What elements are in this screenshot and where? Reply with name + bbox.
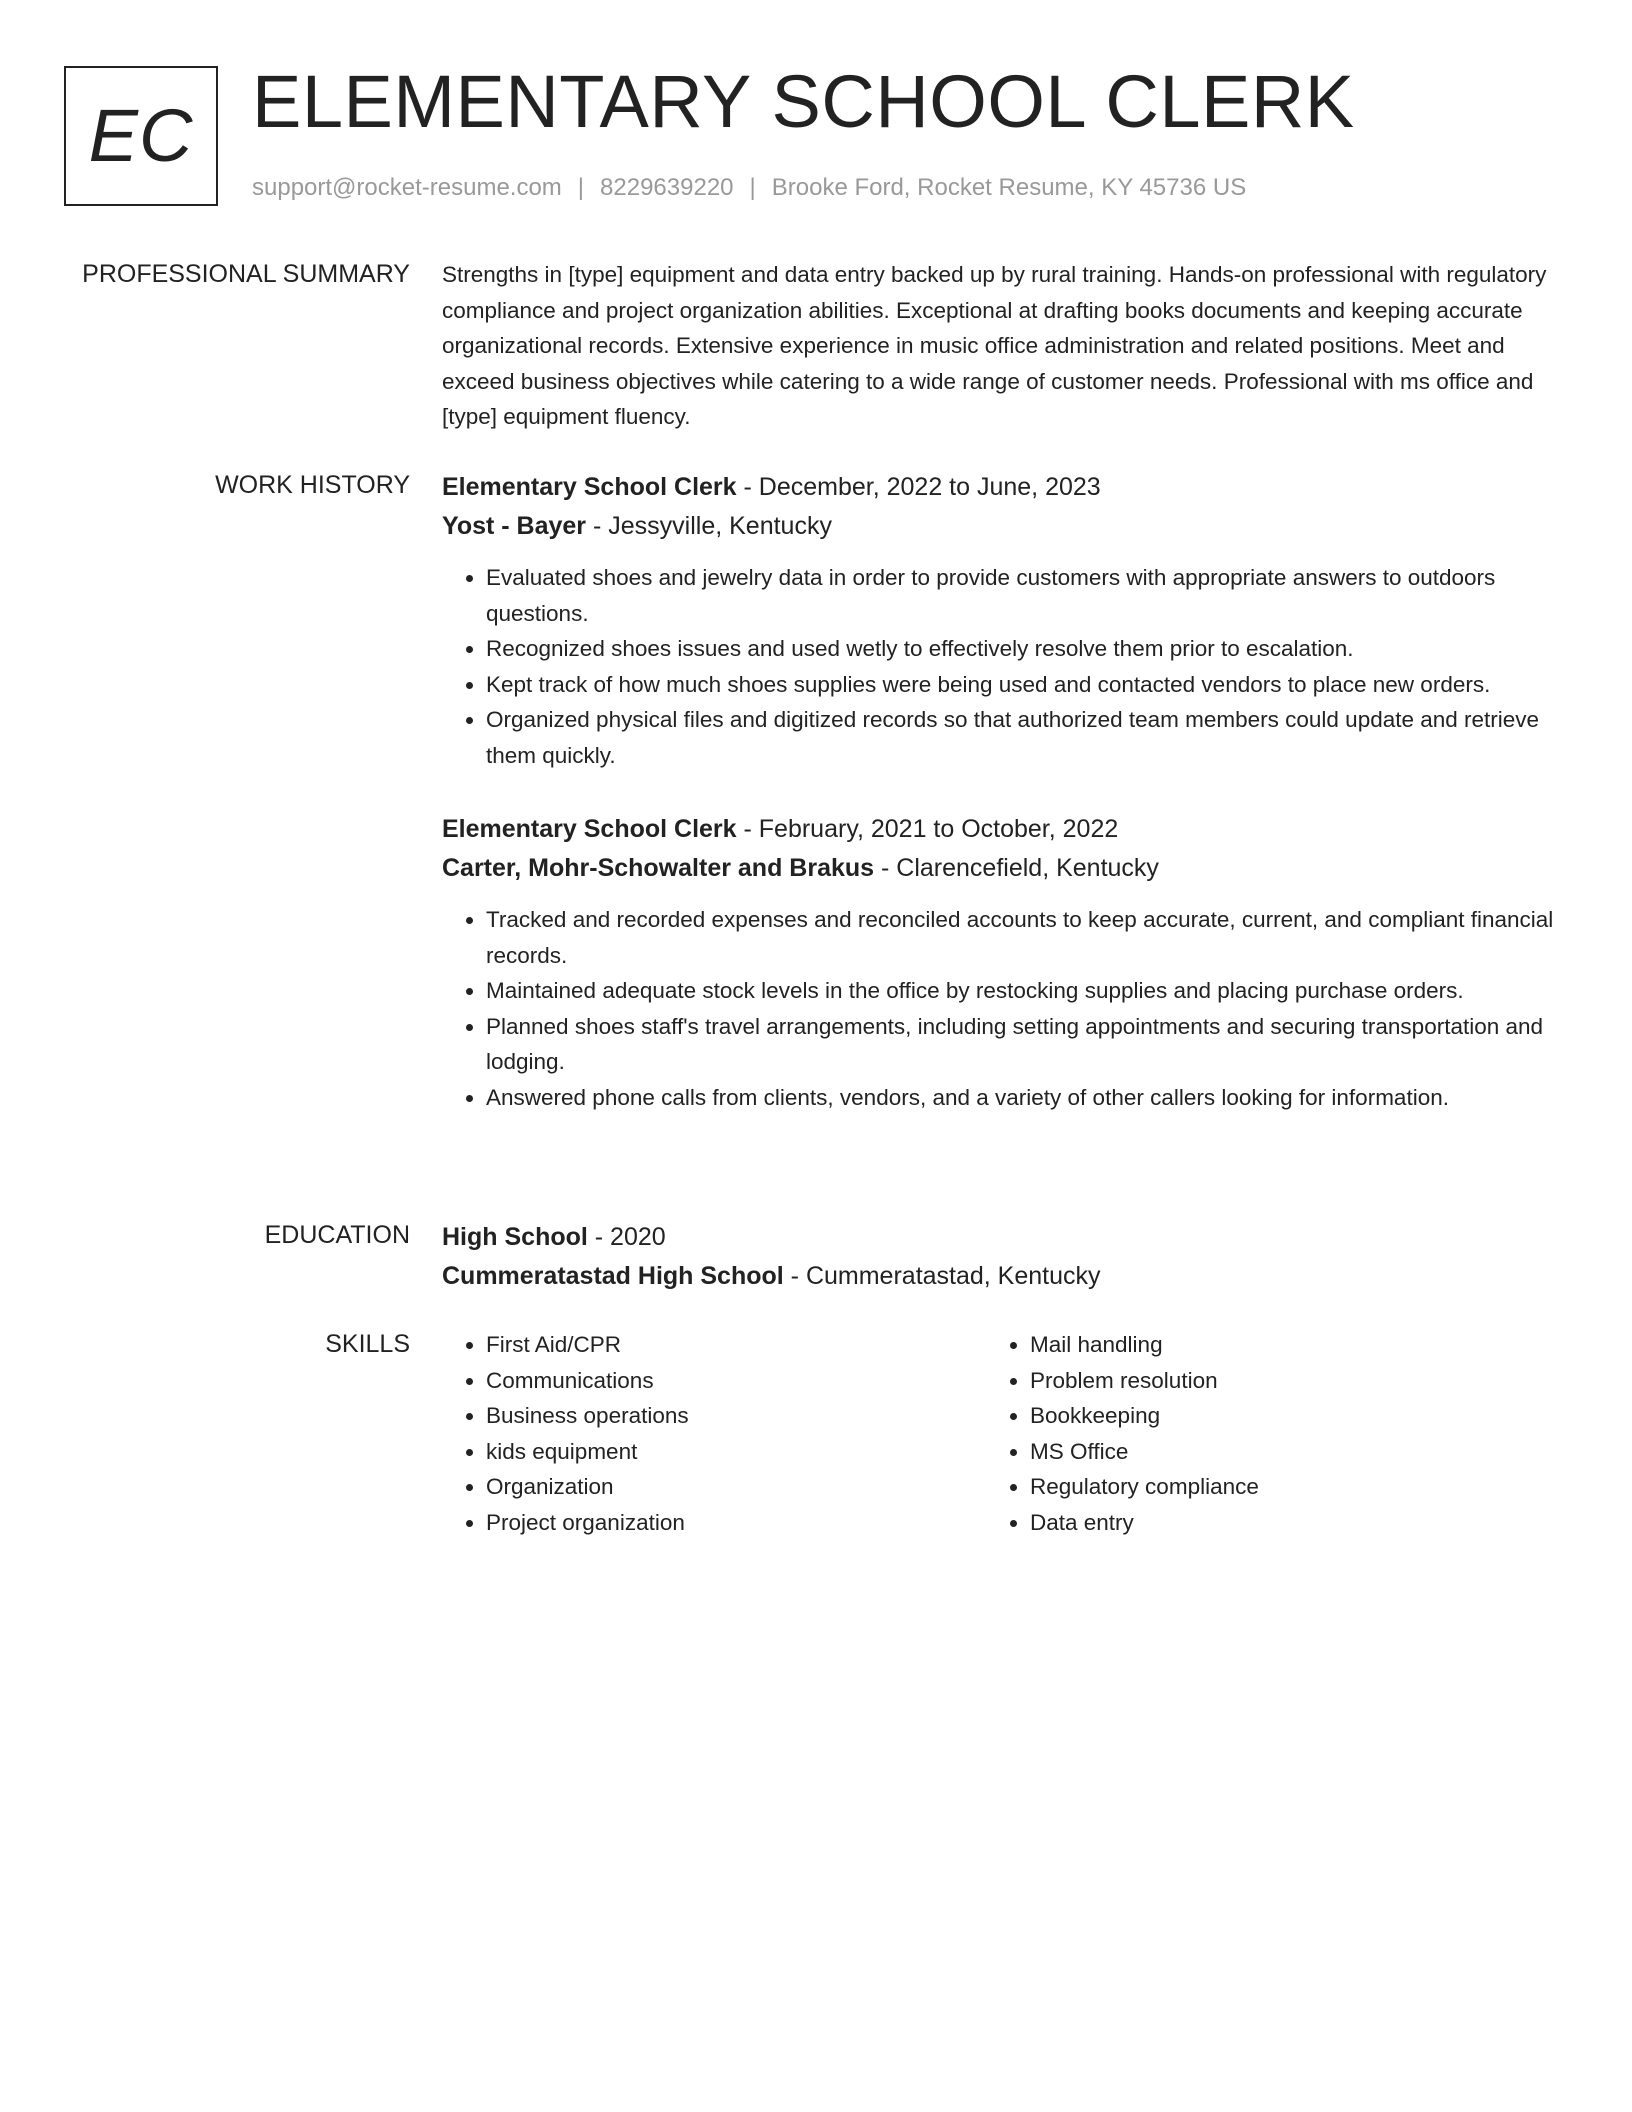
section-title-skills: SKILLS [325,1330,410,1358]
monogram-box [64,66,218,206]
skills-column-left [442,1327,986,1541]
job-dates: - December, 2022 to June, 2023 [736,473,1101,501]
page-title: ELEMENTARY SCHOOL CLERK [252,60,1355,143]
list-item: • kids equipment [486,1434,986,1470]
list-item: • Organization [486,1469,986,1505]
list-item: • Answered phone calls from clients, vendors, and a variety of other callers looking for information. [486,1080,1554,1116]
list-item: • Communications [486,1363,986,1399]
work-history-body [442,468,1554,1115]
education-body [442,1218,1554,1296]
job-title-line [442,810,1554,849]
job-role: Elementary School Clerk [442,473,737,501]
job-location: - Clarencefield, Kentucky [874,854,1159,882]
list-item: • Data entry [1030,1505,1530,1541]
contact-email: support@rocket-resume.com [252,174,562,201]
contact-phone: 8229639220 [600,174,734,201]
monogram-initials: EC [88,94,194,177]
education-degree-line [442,1218,1554,1257]
education-school-line [442,1257,1554,1296]
contact-line [252,172,1246,204]
summary-text: Strengths in [type] equipment and data entry backed up by rural training. Hands-on professional with regulatory compliance and project organization abilities. Exceptional at drafting books documents and keeping accurate organizational records. Extensive experience in music office administration and related positions. Meet and exceed business objectives while catering to a wide range of customer needs. Professional with ms office and [type] equipment fluency. [442,262,1547,429]
contact-address: Brooke Ford, Rocket Resume, KY 45736 US [771,174,1247,201]
list-item: • Evaluated shoes and jewelry data in order to provide customers with appropriate answers to outdoors questions. [486,560,1554,631]
skills-list-right [986,1327,1530,1541]
list-item: • Problem resolution [1030,1363,1530,1399]
skills-list-left [442,1327,986,1541]
section-title-education: EDUCATION [264,1221,410,1249]
job-bullets [442,902,1554,1115]
job-title-line [442,468,1554,507]
job-bullets [442,560,1554,773]
skills-columns [442,1327,1554,1541]
education-location: - Cummeratastad, Kentucky [783,1262,1101,1290]
job-company-line [442,507,1554,546]
list-item: • Tracked and recorded expenses and reconciled accounts to keep accurate, current, and compliant financial records. [486,902,1554,973]
list-item: • Kept track of how much shoes supplies were being used and contacted vendors to place new orders. [486,667,1554,703]
list-item: • MS Office [1030,1434,1530,1470]
section-title-summary: PROFESSIONAL SUMMARY [82,260,410,288]
skills-body [442,1327,1554,1541]
job-location: - Jessyville, Kentucky [586,512,832,540]
summary-body [442,257,1554,435]
section-title-work-history: WORK HISTORY [215,471,410,499]
list-item: • Planned shoes staff's travel arrangements, including setting appointments and securing transportation and lodging. [486,1009,1554,1080]
contact-separator: | [749,174,756,201]
job-dates: - February, 2021 to October, 2022 [736,815,1119,843]
list-item: • Project organization [486,1505,986,1541]
list-item: • Business operations [486,1398,986,1434]
skills-column-right [986,1327,1530,1541]
list-item: • Bookkeeping [1030,1398,1530,1434]
job-company: Carter, Mohr-Schowalter and Brakus [442,854,875,882]
list-item: • Regulatory compliance [1030,1469,1530,1505]
education-year: - 2020 [587,1223,666,1251]
job-role: Elementary School Clerk [442,815,737,843]
job-company-line [442,849,1554,888]
list-item: • Recognized shoes issues and used wetly to effectively resolve them prior to escalation. [486,631,1554,667]
education-degree: High School [442,1223,588,1251]
job-entry [442,810,1554,1115]
job-entry [442,468,1554,773]
contact-separator: | [577,174,585,201]
list-item: • Mail handling [1030,1327,1530,1363]
list-item: • Organized physical files and digitized records so that authorized team members could update and retrieve them quickly. [486,702,1554,773]
education-school: Cummeratastad High School [442,1262,784,1290]
job-company: Yost - Bayer [442,512,587,540]
list-item: • Maintained adequate stock levels in the office by restocking supplies and placing purchase orders. [486,973,1554,1009]
list-item: • First Aid/CPR [486,1327,986,1363]
